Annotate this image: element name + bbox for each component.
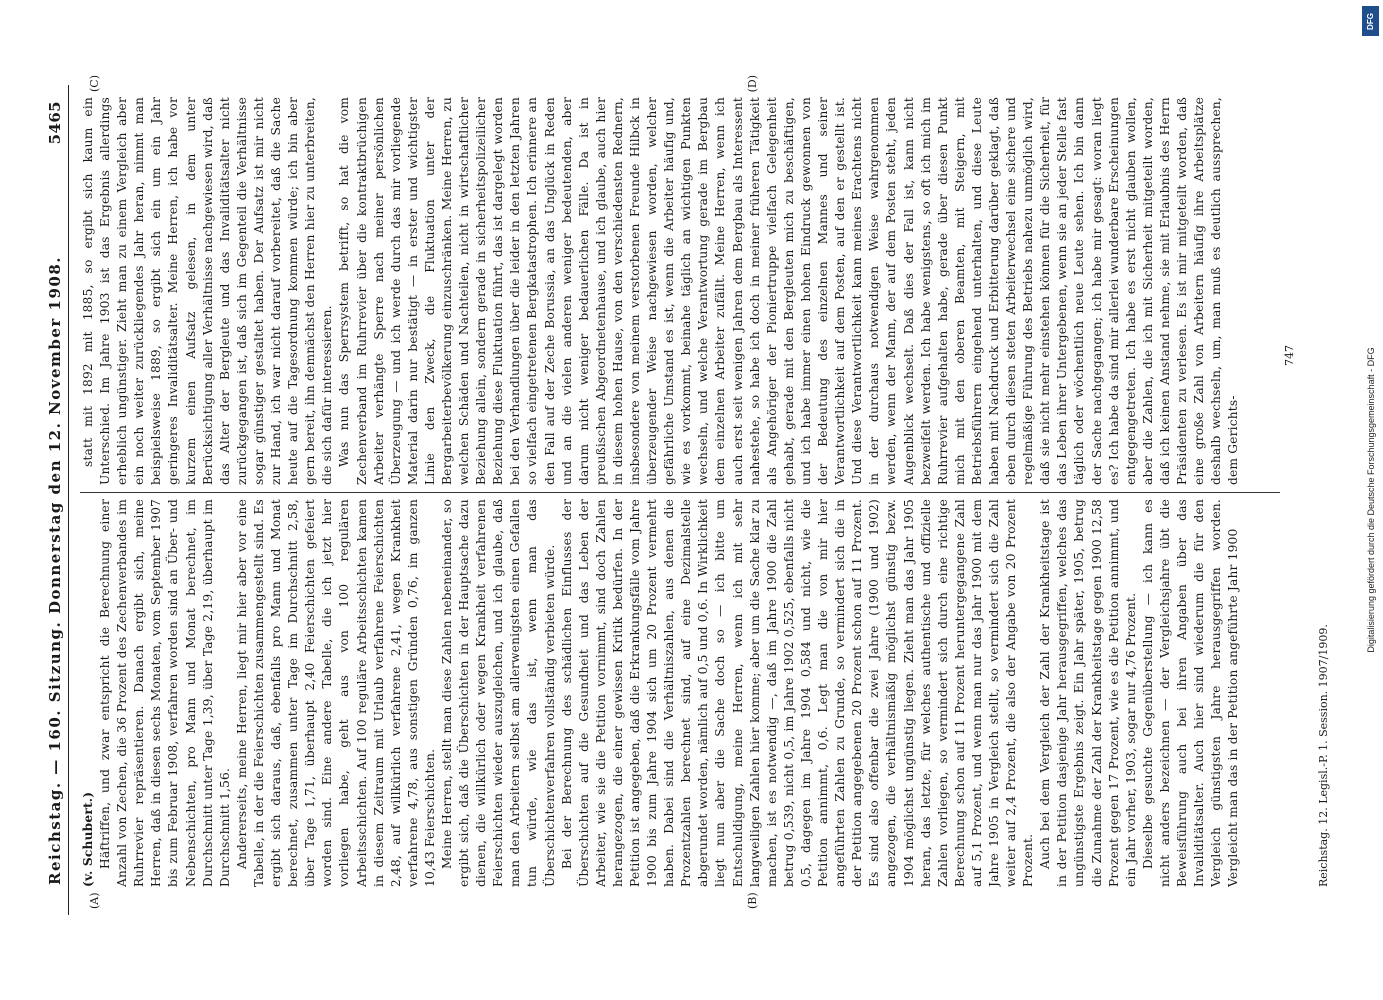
margin-marker-a: (A) — [88, 892, 101, 909]
column-divider — [80, 492, 1280, 493]
paragraph: Bei der Berechnung des schädlichen Einflusses der Überschichten auf die Gesundheit und das Leben der Arbeiter, wie sie die Petition vornimmt, sind doch Zahlen herangezogen, die einer gewissen Kritik bedürfen. In der Petition ist angegeben, daß die Erkrankungsfälle vom Jahre 1900 bis zum Jahre 1904 sich um 20 Prozent vermehrt haben. Dabei sind die Verhältniszahlen, aus denen die Prozentzahlen berechnet sind, auf eine Dezimalstelle abgerundet worden, nämlich auf 0,5 und 0,6. In Wirklichkeit liegt nun aber die Sache doch so — ich bitte um Entschuldigung, meine Herren, wenn ich mit sehr langweiligen Zahlen hier komme; aber um die Sache klar zu machen, ist es notwendig —, daß im Jahre 1900 die Zahl betrug 0,539, nicht 0,5, im Jahre 1902 0,525, ebenfalls nicht 0,5, dagegen im Jahre 1904 0,584 und nicht, wie die Petition annimmt, 0,6. Legt man die von mir hier angeführten Zahlen zu Grunde, so vermindert sich die in der Petition angegebenen 20 Prozent schon auf 11 Prozent. Es sind also offenbar die zwei Jahre (1900 und 1902) angezogen, die verhältnismäßig möglichst günstig bezw. 1904 möglichst ungünstig liegen. Zieht man das Jahr 1905 heran, das letzte, für welches authentische und offizielle Zahlen vorliegen, so vermindert sich durch eine richtige Berechnung schon auf 11 Prozent heruntergegangene Zahl auf 5,1 Prozent, und wenn man nur das Jahr 1900 mit dem Jahre 1905 in Vergleich stellt, so vermindert sich die Zahl weiter auf 2,4 Prozent, die also der Angabe von 20 Prozent Prozent. — [559, 499, 1036, 887]
paragraph: Dieselbe gesuchte Gegenüberstellung — ich kann es nicht anders bezeichnen — der Vergleichsjahre übt die Beweisführung auch bei ihren Angaben über das Invaliditätsalter. Auch hier sind wiederum die für den Vergleich günstigsten Jahre herausgegriffen worden. Vergleicht man das in der Petition angeführte Jahr 1900 — [1140, 499, 1241, 887]
paragraph: Meine Herren, stellt man diese Zahlen nebeneinander, so ergibt sich, daß die Überschichten in der Hauptsache dazu dienen, die willkürlich oder wegen Krankheit verfahrenen Feierschichten wieder auszugleichen, und ich glaube, daß man den Arbeitern selbst am allerwenigsten einen Gefallen tun würde, wie das ist, wenn man das Überschichtenverfahren vollständig verbieten würde. — [439, 499, 557, 887]
text-column-left — [80, 499, 1290, 887]
margin-marker-b: (B) — [746, 892, 759, 909]
header-title: Reichstag. — 160. Sitzung. Donnerstag den 12. November 1908. — [46, 256, 64, 885]
signature-mark: 747 — [1283, 345, 1296, 366]
rotated-document-page — [46, 75, 1336, 915]
paragraph: Auch bei dem Vergleich der Zahl der Krankheitstage ist in der Petition dasjenige Jahr herausgegriffen, welches das ungünstigste Ergebnis zeigt. Ein Jahr später, 1905, betrug die Zunahme der Zahl der Krankheitstage gegen 1900 12,58 Prozent gegen 17 Prozent, wie es die Petition annimmt, und ein Jahr vorher, 1903, sogar nur 4,76 Prozent. — [1038, 499, 1138, 887]
credit-text: Digitalisierung gefördert durch die Deutsche Forschungsgemeinschaft - DFG — [1366, 347, 1376, 653]
text-column-right — [80, 97, 1290, 485]
dfg-logo: DFG — [1362, 6, 1379, 36]
paragraph: Was nun das Sperrsystem betrifft, so hat die vom Zechenverband im Ruhrrevier über die kontraktbrüchigen Arbeiter verhängte Sperre nach meiner persönlichen Überzeugung — und ich werde durch das mir vorliegende Material darin nur bestätigt — in erster und wichtigster Linie den Zweck, die Fluktuation unter der Bergarbeiterbevölkerung einzuschränken. Meine Herren, zu welchen Schäden und Nachteilen, nicht in wirtschaftlicher Beziehung allein, sondern gerade in sicherheitspolizeilicher Beziehung diese Fluktuation führt, das ist dargelegt worden bei den Verhandlungen über die leider in den letzten Jahren so vielfach eingetretenen Bergkatastrophen. Ich erinnere an den Fall auf der Zeche Borussia, an das Unglück in Reden und an die vielen anderen weniger bedeutenden, aber darum nicht weniger bedauerlichen Fälle. Da ist in preußischen Abgeordnetenhause, und ich glaube, auch hier in diesem hohen Hause, von den verschiedensten Rednern, insbesondere von meinem verstorbenen Freunde Hilbck in überzeugender Weise nachgewiesen worden, welcher gefährliche Umstand es ist, wenn die Arbeiter häufig und, wie es vorkommt, beinahe täglich an wichtigen Punkten wechseln, und welche Verantwortung gerade im Bergbau dem einzelnen Arbeiter zufällt. Meine Herren, wenn ich auch erst seit wenigen Jahren dem Bergbau als Interessent nahestehe, so habe ich doch in meiner früheren Tätigkeit als Angehöriger der Pioniertruppe vielfach Gelegenheit gehabt, gerade mit den Bergleuten mich zu beschäftigen, und ich habe immer einen hohen Eindruck gewonnen von der Bedeutung des einzelnen Mannes und seiner Verantwortlichkeit auf dem Posten, auf den er gestellt ist. Und diese Verantwortlichkeit kann meines Erachtens nicht in der durchaus notwendigen Weise wahrgenommen werden, wenn der Mann, der auf dem Posten steht, jeden Augenblick wechselt. Daß dies der Fall ist, kann nicht bezweifelt werden. Ich habe wenigstens, so oft ich mich im Ruhrrevier aufgehalten habe, gerade über diesen Punkt mich mit den oberen Beamten, mit Steigern, mit Betriebsführern eingehend unterhalten, und diese Leute haben mit Nachdruck und Erbitterung darüber geklagt, daß eben durch diesen steten Arbeiterwechsel eine sichere und regelmäßige Führung des Betriebs nahezu unmöglich wird, daß sie nicht mehr einstehen können für die Sicherheit, für das Leben ihrer Untergebenen, wenn sie an jeder Stelle fast täglich oder wöchentlich neue Leute sehen. Ich bin dann der Sache nachgegangen; ich habe mir gesagt: woran liegt es? Ich habe da sind mir allerlei wunderbare Erscheinungen entgegengetreten. Ich habe es erst nicht glauben wollen, aber die Zahlen, die ich mit Sicherheit mitgeteilt worden, daß ich keinen Anstand nehme, sie mit Erlaubnis des Herrn Präsidenten zu verlesen. Es ist mir mitgeteilt worden, daß eine große Zahl von Arbeitern häufig ihre Arbeitsplätze deshalb wechseln, um, man muß es deutlich aussprechen, dem Gerichts- — [337, 97, 1241, 485]
digitization-credit — [1359, 0, 1383, 1000]
paragraph: statt mit 1892 mit 1885, so ergibt sich kaum ein Unterschied. Im Jahre 1903 ist das Ergebnis allerdings erheblich ungünstiger. Zieht man zu einem Vergleich aber ein noch weiter zurückliegendes Jahr heran, nimmt man beispielsweise 1889, so ergibt sich ein um ein Jahr geringeres Invaliditätsalter. Meine Herren, ich habe vor kurzem einen Aufsatz gelesen, in dem unter Berücksichtigung aller Verhältnisse nachgewiesen wird, daß das Alter der Bergleute und das Invaliditätsalter nicht zurückgegangen ist, daß sich im Gegenteil die Verhältnisse sogar günstiger gestaltet haben. Der Aufsatz ist mir nicht zur Hand, ich war nicht darauf vorbereitet, daß die Sache heute auf die Tagesordnung kommen würde; ich bin aber gern bereit, ihn demnächst den Herren hier zu unterbreiten, die sich dafür interessieren. — [81, 97, 335, 485]
page-number: 5465 — [46, 101, 64, 145]
paragraph: Andererseits, meine Herren, liegt mir hier aber vor eine Tabelle, in der die Feierschichten zusammengestellt sind. Es ergibt sich daraus, daß, ebenfalls pro Mann und Monat berechnet, zusammen unter Tage im Durchschnitt 2,58, über Tage 1,71, überhaupt 2,40 Feierschichten gefeiert worden sind. Eine andere Tabelle, die ich jetzt hier vorliegen habe, geht aus von 100 regulären Arbeitsschichten. Auf 100 reguläre Arbeitsschichten kamen in diesem Zeitraum mit Urlaub verfahrene Feierschichten 2,48, auf willkürlich verfahrene 2,41, wegen Krankheit verfahrene 4,78, aus sonstigen Gründen 0,76, im ganzen 10,43 Feierschichten. — [234, 499, 437, 887]
margin-marker-c: (C) — [88, 75, 101, 92]
paragraph: Häftriffen, und zwar entspricht die Berechnung einer Anzahl von Zechen, die 36 Prozent des Zechenverbandes im Ruhrrevier repräsentieren. Danach ergibt sich, meine Herren, daß in diesen sechs Monaten, vom September 1907 bis zum Februar 1908, verfahren worden sind an Über- und Nebenschichten, pro Mann und Monat berechnet, im Durchschnitt unter Tage 1,39, über Tage 2,19, überhaupt im Durchschnitt 1,56. — [98, 499, 232, 887]
page-header — [46, 85, 69, 915]
page-footer: Reichstag. 12. Legisl.-P. 1. Session. 1907/1909. — [1317, 624, 1330, 887]
speaker-name: (v. Schubert.) — [81, 791, 95, 887]
margin-marker-d: (D) — [746, 75, 759, 93]
